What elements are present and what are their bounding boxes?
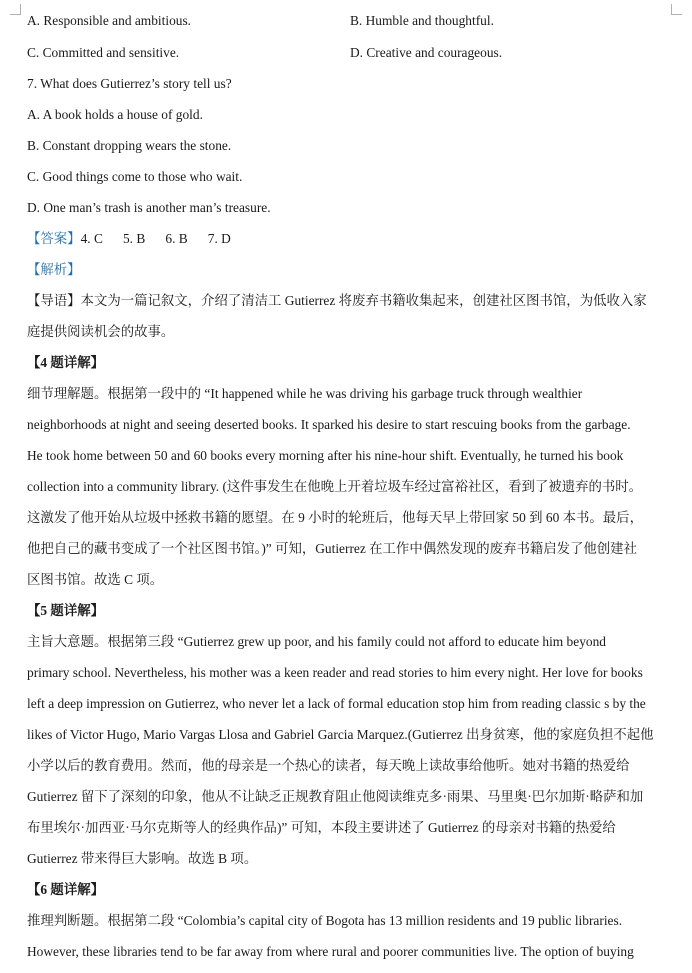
q6-line: However, these libraries tend to be far away from where rural and poorer communities live. The option of buying	[27, 944, 634, 959]
analysis-label: 【解析】	[27, 262, 81, 277]
q4-line: 这激发了他开始从垃圾中拯救书籍的愿望。在 9 小时的轮班后，他每天早上带回家 50 到 60 本书。最后，	[27, 510, 643, 525]
page-corner-mark	[10, 4, 21, 15]
q4-line: 细节理解题。根据第一段中的 “It happened while he was driving his garbage truck through wealthier	[27, 386, 583, 401]
q7-stem: 7. What does Gutierrez’s story tell us?	[27, 76, 232, 91]
q5-line: 主旨大意题。根据第三段 “Gutierrez grew up poor, and his family could not afford to educate him beyond	[27, 634, 606, 649]
q6-option-d: D. Creative and courageous.	[350, 45, 503, 60]
q6-option-b: B. Humble and thoughtful.	[350, 13, 494, 28]
q6-line: 推理判断题。根据第二段 “Colombia’s capital city of Bogota has 13 million residents and 19 public libraries.	[27, 913, 623, 928]
q5-heading: 【5 题详解】	[27, 603, 104, 618]
q4-heading: 【4 题详解】	[27, 355, 104, 370]
q5-line: 小学以后的教育费用。然而，他的母亲是一个热心的读者，每天晚上读故事给他听。她对书籍的热爱给	[27, 758, 630, 773]
q7-option-c: C. Good things come to those who wait.	[27, 169, 243, 184]
q5-line: Gutierrez 带来得巨大影响。故选 B 项。	[27, 851, 258, 866]
answer-values: 4. C 5. B 6. B 7. D	[80, 231, 231, 246]
q5-line: 布里埃尔·加西亚·马尔克斯等人的经典作品)” 可知，本段主要讲述了 Gutierrez 的母亲对书籍的热爱给	[27, 820, 616, 835]
q5-line: primary school. Nevertheless, his mother was a keen reader and read stories to him every night. Her love for books	[27, 665, 643, 680]
q6-option-a: A. Responsible and ambitious.	[27, 13, 192, 28]
guide-line: 庭提供阅读机会的故事。	[27, 324, 175, 339]
q4-line: neighborhoods at night and seeing deserted books. It sparked his desire to start rescuing books from the garbage.	[27, 417, 631, 432]
q4-line: He took home between 50 and 60 books every morning after his nine-hour shift. Eventually, he turned his book	[27, 448, 624, 463]
answer-label: 【答案】	[27, 231, 81, 246]
q5-line: left a deep impression on Gutierrez, who never let a lack of formal education stop him from reading classic s by the	[27, 696, 646, 711]
q4-line: 他把自己的藏书变成了一个社区图书馆。)” 可知，Gutierrez 在工作中偶然发现的废弃书籍启发了他创建社	[27, 541, 637, 556]
q7-option-a: A. A book holds a house of gold.	[27, 107, 203, 122]
q6-options-row-2	[27, 44, 674, 62]
q4-line: collection into a community library. (这件事发生在他晚上开着垃圾车经过富裕社区，看到了被遗弃的书时。	[27, 479, 643, 494]
q7-option-b: B. Constant dropping wears the stone.	[27, 138, 232, 153]
q6-options-row-1	[27, 12, 674, 30]
guide-line: 【导语】本文为一篇记叙文，介绍了清洁工 Gutierrez 将废弃书籍收集起来，创建社区图书馆，为低收入家	[27, 293, 647, 308]
q6-heading: 【6 题详解】	[27, 882, 104, 897]
q6-option-c: C. Committed and sensitive.	[27, 45, 180, 60]
q5-line: Gutierrez 留下了深刻的印象，他从不让缺乏正规教育阻止他阅读维克多·雨果、马里奥·巴尔加斯·略萨和加	[27, 789, 644, 804]
q5-line: likes of Victor Hugo, Mario Vargas Llosa and Gabriel Garcia Marquez.(Gutierrez 出身贫寒，他的家庭负担不起他	[27, 727, 654, 742]
q7-option-d: D. One man’s trash is another man’s treasure.	[27, 200, 271, 215]
q4-line: 区图书馆。故选 C 项。	[27, 572, 164, 587]
answer-line	[27, 230, 674, 248]
